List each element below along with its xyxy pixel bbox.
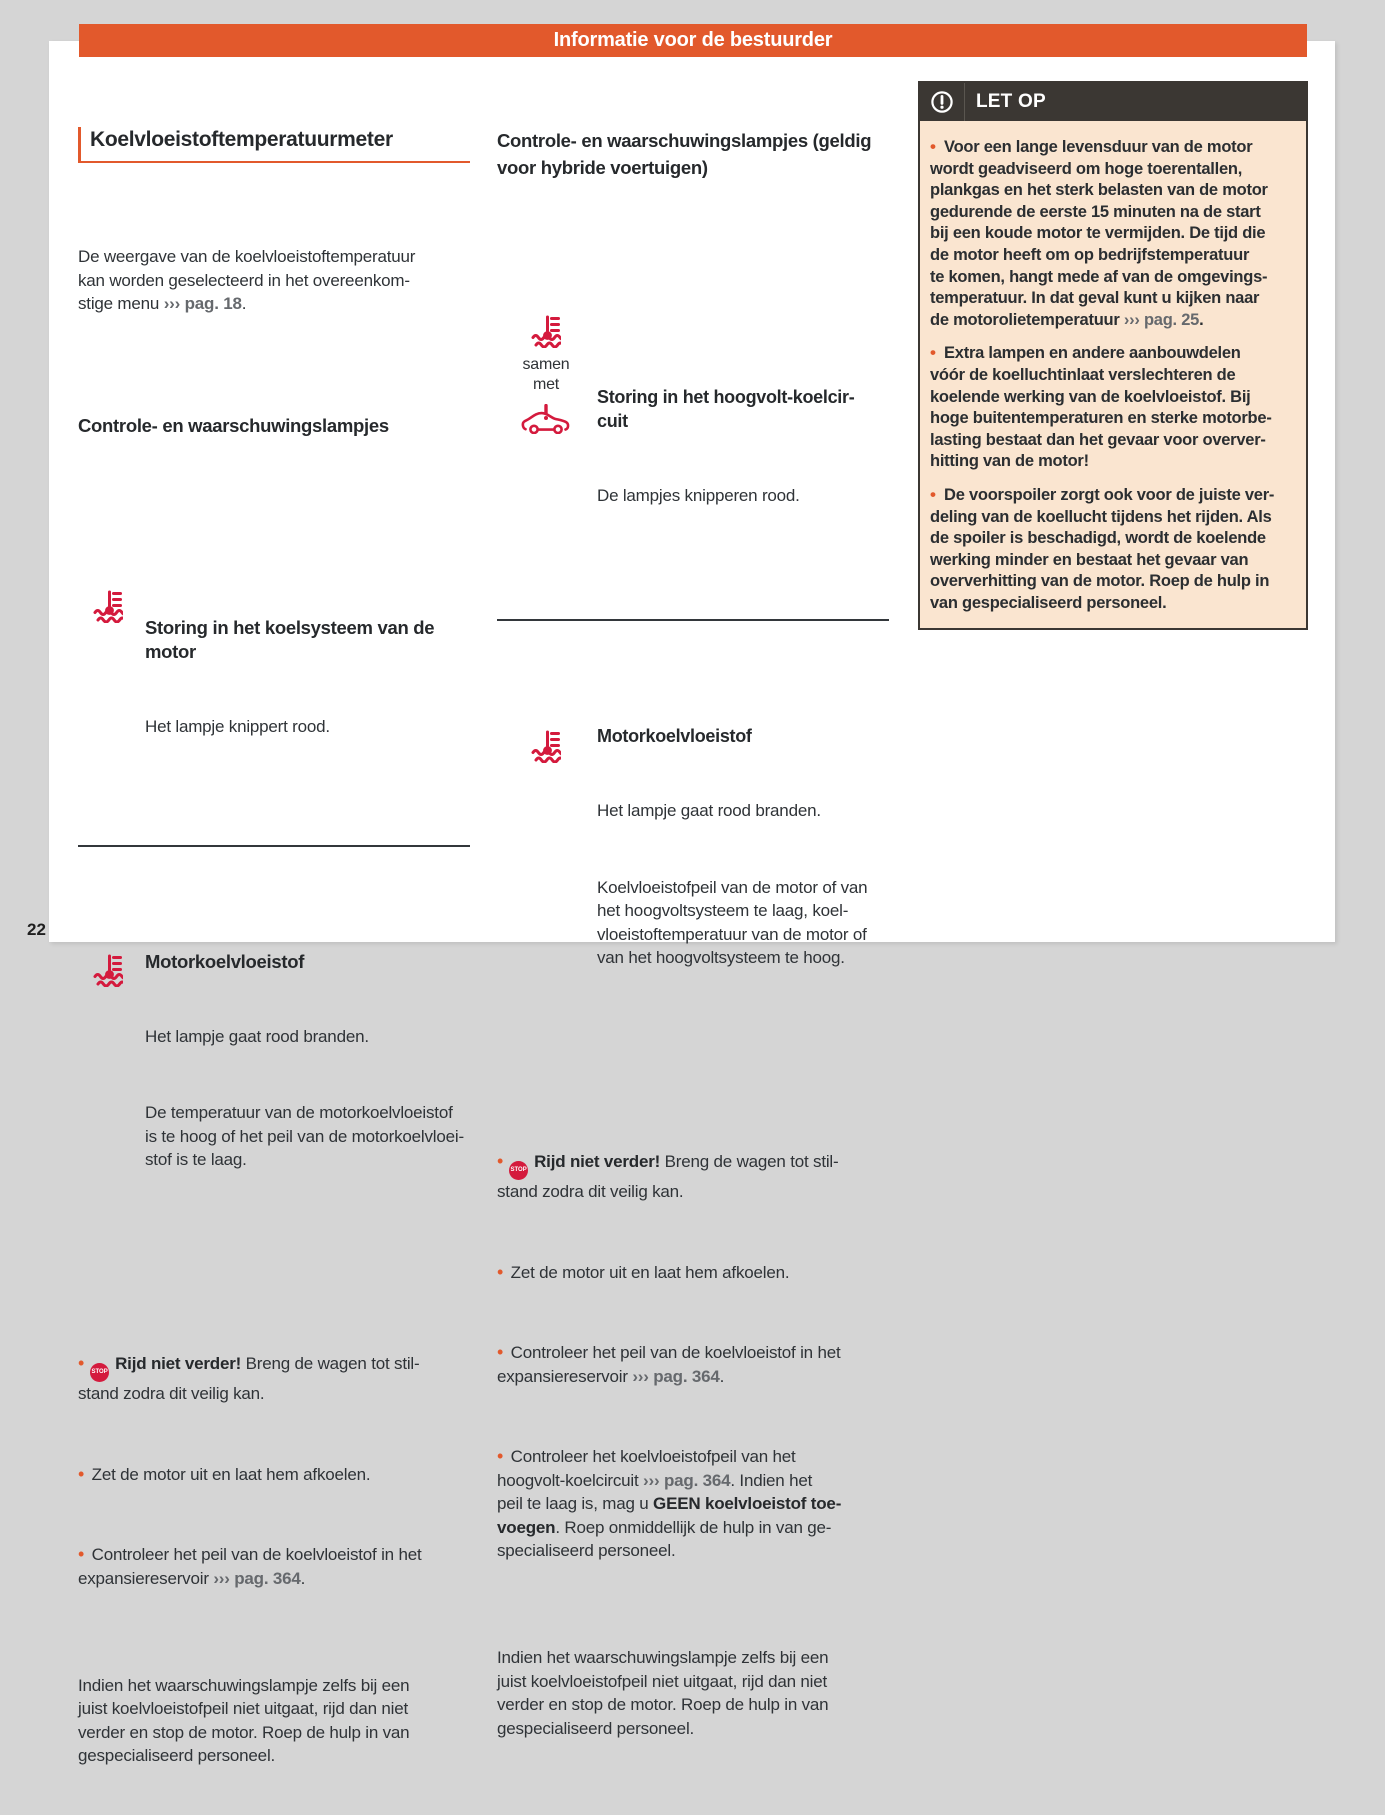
action-bullet: [497, 1150, 897, 1204]
vehicle-warning-icon: [521, 404, 571, 434]
bold-text-run: Rijd niet verder!: [534, 1152, 661, 1171]
samen-met-label: samen met: [522, 355, 570, 393]
chapter-header-title: Informatie voor de bestuurder: [553, 29, 833, 51]
action-bullet: [497, 1445, 897, 1563]
coolant-temperature-warning-icon: [93, 954, 123, 987]
bullet-dot: •: [497, 1446, 504, 1467]
bullet-dot: •: [78, 1463, 85, 1484]
warning-lamp-table: [78, 522, 470, 1266]
caution-box-title: LET OP: [976, 91, 1046, 112]
bullet-dot: •: [930, 137, 936, 156]
intro-paragraph: [78, 245, 478, 316]
caution-item: [930, 484, 1296, 615]
text-run: Extra lampen en andere aanbouwdelen vóór de koelluchtinlaat verslechteren de koelende werking van de koelvloeistof. Bij hoge buitentemperaturen en sterke motorbe- lasting bestaat dan het gevaar voor overver- hitting van de motor!: [930, 344, 1272, 471]
text-run: .: [300, 1568, 306, 1588]
subsection-heading: Controle- en waarschuwingslampjes (geldig voor hybride voertuigen): [497, 130, 872, 178]
chapter-header-bar: [79, 24, 1307, 57]
circle-exclamation-icon: [930, 90, 954, 114]
page-reference-link: ››› pag. 364: [213, 1568, 301, 1588]
lamp-title: Storing in het hoogvolt-koelcir- cuit: [597, 386, 855, 431]
text-run: Voor een lange levensduur van de motor wordt geadviseerd om hoge toerentallen, plankgas en het sterk belasten van de motor gedurende de eerste 15 minuten na de start bij een koude motor te vermijden. De tijd die de motor heeft om op bedrijfstemperatuur te komen, hangt mede af van de omgevings- temperatuur. In dat geval kunt u kijken naar de motorolietemperatuur: [930, 138, 1268, 329]
text-run: . Indien het peil te laag is, mag u: [497, 1470, 813, 1514]
lamp-description: Het lampje gaat rood branden.: [145, 1026, 369, 1046]
text-run: . Roep onmiddellijk de hulp in van ge- specialiseerd personeel.: [497, 1517, 832, 1561]
text-run: Controleer het peil van de koelvloeistof in het expansiereservoir: [497, 1343, 841, 1386]
action-bullet: [497, 1341, 897, 1388]
text-run: Zet de motor uit en laat hem afkoelen.: [506, 1262, 790, 1282]
page-reference-link: ››› pag. 364: [643, 1470, 731, 1490]
action-bullet: [497, 1261, 897, 1285]
action-bullet: [78, 1543, 478, 1590]
bullet-dot: •: [78, 1353, 85, 1373]
page-reference-link: ››› pag. 364: [632, 1366, 720, 1386]
section-title: Koelvloeistoftemperatuurmeter: [78, 127, 470, 163]
warning-lamp-table: [497, 264, 889, 1064]
warning-lamp-row: [78, 569, 470, 798]
action-bullet: [78, 1352, 478, 1406]
left-column: [78, 74, 478, 1815]
page-reference-link: ››› pag. 18: [163, 294, 242, 313]
action-bullet: [78, 1463, 478, 1487]
bullet-dot: •: [497, 1342, 504, 1363]
coolant-temperature-warning-icon: [531, 315, 561, 348]
bullet-dot: •: [930, 484, 936, 504]
bullet-dot: •: [78, 1544, 85, 1565]
caution-box: [918, 81, 1308, 630]
lamp-description: De lampjes knipperen rood.: [597, 485, 800, 505]
bullet-dot: •: [930, 343, 936, 363]
text-run: Controleer het koelvloeistofpeil van het hoogvolt-koelcircuit: [497, 1447, 796, 1490]
caution-item: [930, 136, 1296, 331]
lamp-description: De temperatuur van de motorkoelvloeistof is te hoog of het peil van de motorkoelvloei- stof is te laag.: [145, 1103, 464, 1169]
lamp-description: Het lampje knippert rood.: [145, 717, 330, 736]
text-run: De weergave van de koelvloeistoftemperatuur kan worden geselecteerd in het overeenkom- stige menu: [78, 247, 416, 313]
row-divider: [78, 845, 470, 847]
stop-icon: STOP: [509, 1161, 528, 1180]
bullet-dot: •: [497, 1261, 504, 1282]
lamp-description: Het lampje gaat rood branden.: [597, 801, 821, 820]
row-divider: [497, 619, 889, 621]
text-run: Breng de wagen tot stil- stand zodra dit veilig kan.: [497, 1152, 839, 1202]
lamp-description: Koelvloeistofpeil van de motor of van het hoogvoltsysteem te laag, koel- vloeistoftemperatuur van de motor of van het hoogvoltsysteem te hoog.: [597, 877, 868, 967]
bold-text-run: GEEN koelvloeistof toe- voegen: [497, 1494, 842, 1537]
text-run: .: [1199, 310, 1204, 329]
page-number: 22: [27, 920, 46, 939]
text-run: De voorspoiler zorgt ook voor de juiste ver- deling van de koellucht tijdens het rijden. Als de spoiler is beschadigd, wordt de koelende werking minder en bestaat het gevaar van oververhitting van de motor. Roep de hulp in van gespecialiseerd personeel.: [930, 485, 1275, 612]
warning-lamp-row: [497, 668, 889, 1017]
lamp-title: Motorkoelvloeistof: [597, 726, 752, 746]
coolant-temperature-warning-icon: [531, 730, 561, 763]
text-run: .: [241, 294, 247, 313]
text-run: .: [719, 1366, 725, 1386]
page-reference-link: ››› pag. 25: [1123, 310, 1200, 329]
caution-box-body: [920, 121, 1306, 628]
closing-paragraph: Indien het waarschuwingslampje zelfs bij een juist koelvloeistofpeil niet uitgaat, rijd dan niet verder en stop de motor. Roep de hulp in van gespecialiseerd personeel.: [78, 1675, 410, 1766]
lamp-title: Storing in het koelsysteem van de motor: [145, 617, 435, 662]
closing-paragraph: Indien het waarschuwingslampje zelfs bij een juist koelvloeistofpeil niet uitgaat, rijd dan niet verder en stop de motor. Roep de hulp in van gespecialiseerd personeel.: [497, 1648, 829, 1738]
bullet-dot: •: [497, 1151, 504, 1171]
text-run: Breng de wagen tot stil- stand zodra dit veilig kan.: [78, 1354, 420, 1404]
lamp-title: Motorkoelvloeistof: [145, 950, 305, 972]
text-run: Zet de motor uit en laat hem afkoelen.: [87, 1464, 371, 1484]
subsection-heading: Controle- en waarschuwingslampjes: [78, 415, 389, 436]
caution-item: [930, 342, 1296, 473]
coolant-temperature-warning-icon: [93, 590, 123, 623]
bold-text-run: Rijd niet verder!: [115, 1354, 242, 1373]
warning-lamp-row: [497, 311, 889, 573]
stop-icon: STOP: [90, 1363, 109, 1382]
text-run: Controleer het peil van de koelvloeistof in het expansiereservoir: [78, 1545, 422, 1588]
middle-column: [497, 74, 897, 1787]
caution-box-header: [920, 83, 1306, 121]
warning-lamp-row: [78, 894, 470, 1219]
